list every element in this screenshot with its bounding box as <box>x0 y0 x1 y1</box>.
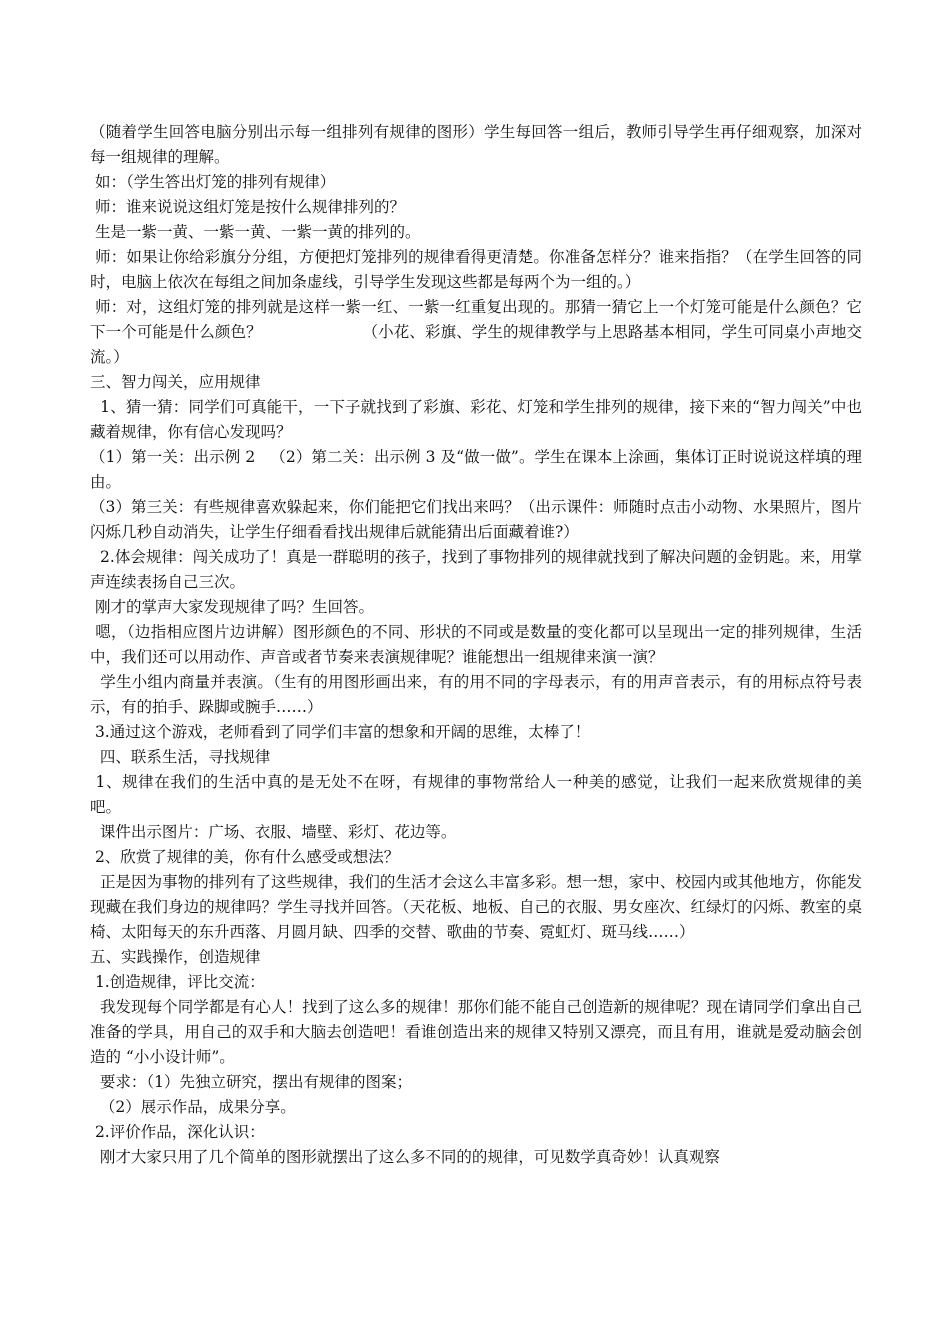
paragraph: 要求：（1）先独立研究，摆出有规律的图案； <box>90 1073 412 1091</box>
paragraph: 嗯，（边指相应图片边讲解）图形颜色的不同、形状的不同或是数量的变化都可以呈现出一定的排列规律，生活中，我们还可以用动作、声音或者节奏来表演规律呢？谁能想出一组规律来演一演？ <box>90 623 862 666</box>
paragraph: 师：谁来说说这组灯笼是按什么规律排列的？ <box>90 198 405 216</box>
paragraph: 师：对，这组灯笼的排列就是这样一紫一红、一紫一红重复出现的。那猜一猜它上一个灯笼可能是什么颜色？它下一个可能是什么颜色？ （小花、彩旗、学生的规律教学与上思路基本相同，学生可同桌小声地交流。） <box>90 298 862 366</box>
paragraph: 2、欣赏了规律的美，你有什么感受或想法？ <box>90 848 400 866</box>
paragraph: （随着学生回答电脑分别出示每一组排列有规律的图形）学生每回答一组后，教师引导学生再仔细观察，加深对每一组规律的理解。 <box>90 123 862 166</box>
paragraph: （1）第一关：出示例 2 （2）第二关：出示例 3 及“做一做”。学生在课本上涂画，集体订正时说说这样填的理由。 <box>90 448 862 491</box>
paragraph: 1、规律在我们的生活中真的是无处不在呀，有规律的事物常给人一种美的感觉，让我们一起来欣赏规律的美吧。 <box>90 773 862 816</box>
paragraph: （3）第三关：有些规律喜欢躲起来，你们能把它们找出来吗？（出示课件：师随时点击小动物、水果照片，图片闪烁几秒自动消失，让学生仔细看看找出规律后就能猜出后面藏着谁?） <box>90 498 862 541</box>
paragraph: 3.通过这个游戏，老师看到了同学们丰富的想象和开阔的思维，太棒了！ <box>90 723 591 741</box>
document-page <box>90 120 862 1170</box>
paragraph: 2.体会规律：闯关成功了！真是一群聪明的孩子，找到了事物排列的规律就找到了解决问题的金钥匙。来，用掌声连续表扬自己三次。 <box>90 548 863 591</box>
paragraph: 生是一紫一黄、一紫一黄、一紫一黄的排列的。 <box>90 223 421 241</box>
section-heading: 三、智力闯关，应用规律 <box>90 373 261 391</box>
paragraph: 师：如果让你给彩旗分分组，方便把灯笼排列的规律看得更清楚。你准备怎样分？谁来指指？（在学生回答的同时，电脑上依次在每组之间加条虚线，引导学生发现这些都是每两个为一组的。） <box>90 248 862 291</box>
paragraph: 2.评价作品，深化认识： <box>90 1123 265 1141</box>
paragraph: 如：（学生答出灯笼的排列有规律） <box>90 173 336 191</box>
paragraph: 1.创造规律，评比交流： <box>90 973 265 991</box>
paragraph: （2）展示作品，成果分享。 <box>90 1098 296 1116</box>
section-heading: 五、实践操作，创造规律 <box>90 948 261 966</box>
paragraph: 学生小组内商量并表演。（生有的用图形画出来，有的用不同的字母表示，有的用声音表示，有的用标点符号表示，有的拍手、跺脚或腕手……） <box>90 673 862 716</box>
paragraph: 我发现每个同学都是有心人！找到了这么多的规律！那你们能不能自己创造新的规律呢？现在请同学们拿出自己准备的学具，用自己的双手和大脑去创造吧！看谁创造出来的规律又特别又漂亮，而且有用，谁就是爱动脑会创造的 “小小设计师”。 <box>90 998 862 1066</box>
paragraph: 正是因为事物的排列有了这些规律，我们的生活才会这么丰富多彩。想一想，家中、校园内或其他地方，你能发现藏在我们身边的规律吗？学生寻找并回答。（天花板、地板、自己的衣服、男女座次、红绿灯的闪烁、教室的桌椅、太阳每天的东升西落、月圆月缺、四季的交替、歌曲的节奏、霓虹灯、斑马线……） <box>90 873 862 941</box>
paragraph: 刚才大家只用了几个简单的图形就摆出了这么多不同的的规律，可见数学真奇妙！认真观察 <box>90 1148 720 1166</box>
paragraph: 1、猜一猜：同学们可真能干，一下子就找到了彩旗、彩花、灯笼和学生排列的规律，接下来的“智力闯关”中也藏着规律，你有信心发现吗？ <box>90 398 862 441</box>
paragraph: 刚才的掌声大家发现规律了吗？生回答。 <box>90 598 374 616</box>
section-heading: 四、联系生活，寻找规律 <box>90 748 271 766</box>
paragraph: 课件出示图片：广场、衣服、墙壁、彩灯、花边等。 <box>90 823 457 841</box>
